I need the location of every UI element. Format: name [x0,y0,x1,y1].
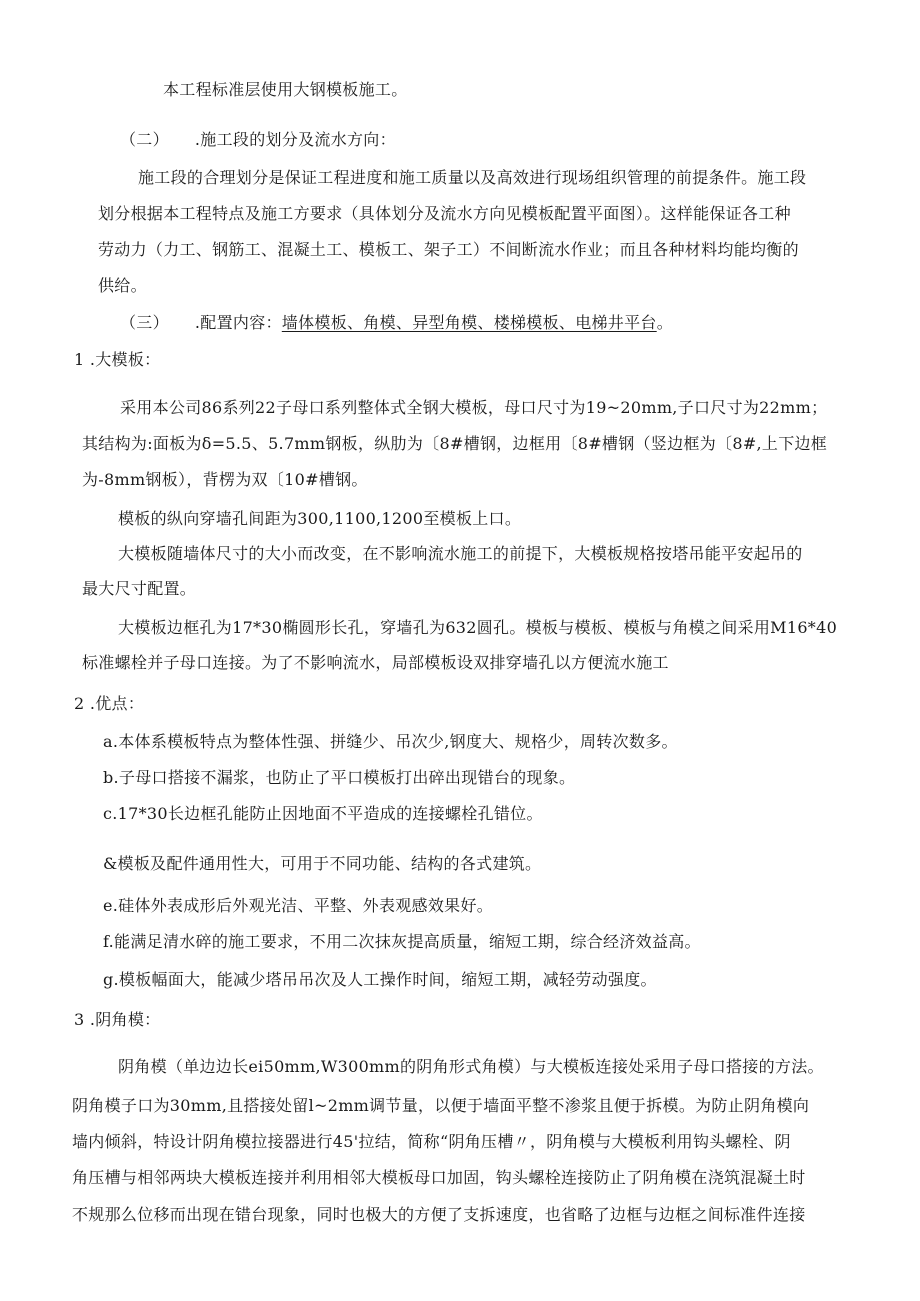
section3-heading [120,315,673,331]
item1-para4-line-1: 大模板边框孔为17*30椭圆形长孔，穿墙孔为632圆孔。模板与模板、模板与角模之间采用M16*40 [118,618,838,637]
section2-heading [120,132,396,148]
advantage-c: c.17*30长边框孔能防止因地面不平造成的连接螺栓孔错位。 [103,804,543,823]
item3-para-line-4: 角压槽与相邻两块大模板连接并利用相邻大模板母口加固，钩头螺栓连接防止了阴角模在浇筑混凝土时 [72,1168,806,1187]
item1-para3-line-2: 最大尺寸配置。 [82,579,197,598]
item1-para3-line-1: 大模板随墙体尺寸的大小而改变，在不影响流水施工的前提下，大模板规格按塔吊能平安起吊的 [118,544,803,563]
item1-para4-line-2: 标准螺栓并子母口连接。为了不影响流水，局部模板设双排穿墙孔以方便流水施工 [82,653,669,672]
advantage-g: g.模板幅面大，能减少塔吊吊次及人工操作时间，缩短工期，减轻劳动强度。 [103,970,657,989]
item2-heading: 2 .优点： [74,694,145,713]
section3-heading-items: 墙体模板、角模、异型角模、楼梯模板、电梯井平台 [281,313,657,332]
item1-para1-line-3: 为-8mm钢板），背楞为双〔10#槽钢。 [82,470,368,489]
advantage-a: a.本体系模板特点为整体性强、拼缝少、吊次少,钢度大、规格少，周转次数多。 [103,732,678,751]
item3-para-line-3: 墙内倾斜，特设计阴角模拉接器进行45'拉结，简称“阴角压槽〃，阴角模与大模板利用钩头螺栓、阴 [72,1132,791,1151]
advantage-b: b.子母口搭接不漏浆，也防止了平口模板打出碎出现错台的现象。 [103,768,576,787]
advantage-e: e.硅体外表成形后外观光洁、平整、外表观感效果好。 [103,896,494,915]
section3-heading-text: .配置内容： [194,313,282,332]
section2-para-line-2: 划分根据本工程特点及施工方要求（具体划分及流水方向见模板配置平面图）。这样能保证各工种 [98,204,791,223]
intro-text: 本工程标准层使用大钢模板施工。 [163,80,408,99]
item3-para-line-5: 不规那么位移而出现在错台现象，同时也极大的方便了支拆速度，也省略了边框与边框之间标准件连接 [72,1205,806,1224]
section2-para-line-3: 劳动力（力工、钢筋工、混凝土工、模板工、架子工）不间断流水作业；而且各种材料均能均衡的 [98,240,799,259]
section3-heading-end: 。 [656,313,674,332]
item1-para1-line-2: 其结构为:面板为δ=5.5、5.7mm钢板，纵肋为〔8#槽钢，边框用〔8#槽钢（竖边框为〔8#,上下边框 [82,434,828,453]
section2-heading-num: （二） [120,130,169,149]
section2-heading-text: .施工段的划分及流水方向： [194,130,396,149]
item3-para-line-1: 阴角模（单边边长ei50mm,W300mm的阴角形式角模）与大模板连接处采用子母口搭接的方法。 [118,1057,824,1076]
item1-heading: 1 .大模板： [74,350,161,369]
item1-para2: 模板的纵向穿墙孔间距为300,1100,1200至模板上口。 [118,509,522,528]
section2-para-line-4: 供给。 [98,276,147,295]
section2-para-line-1: 施工段的合理划分是保证工程进度和施工质量以及高效进行现场组织管理的前提条件。施工段 [138,168,807,187]
section3-heading-num: （三） [120,313,169,332]
item3-para-line-2: 阴角模子口为30mm,且搭接处留l~2mm调节量，以便于墙面平整不渗浆且便于拆模。为防止阴角模向 [72,1096,810,1115]
item1-para1-line-1: 采用本公司86系列22子母口系列整体式全钢大模板，母口尺寸为19~20mm,子口尺寸为22mm； [120,398,828,417]
advantage-d: &模板及配件通用性大，可用于不同功能、结构的各式建筑。 [103,854,542,873]
item3-heading: 3 .阴角模： [74,1010,161,1029]
advantage-f: f.能满足清水碎的施工要求，不用二次抹灰提高质量，缩短工期，综合经济效益高。 [103,932,701,951]
